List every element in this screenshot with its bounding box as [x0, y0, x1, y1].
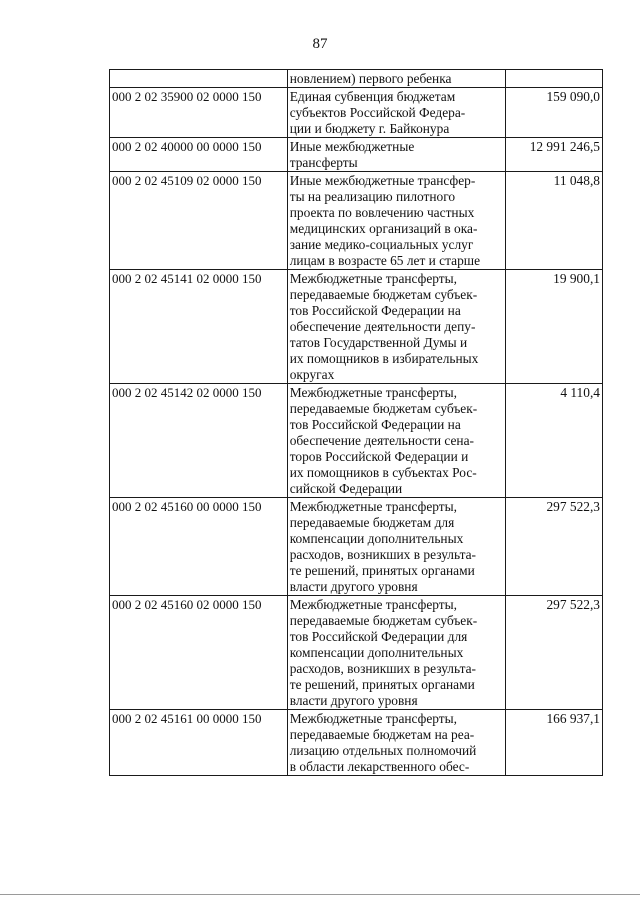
revenue-name-cell — [287, 88, 505, 138]
revenue-name-line: Единая субвенция бюджетам — [289, 89, 456, 104]
revenue-name-line: новлением) первого ребенка — [289, 71, 452, 86]
revenue-name-line: Межбюджетные трансферты, — [289, 385, 458, 400]
table-row — [110, 710, 603, 776]
table-row — [110, 70, 603, 88]
amount-cell: 12 991 246,5 — [505, 138, 602, 172]
revenue-name-line: компенсации дополнительных — [289, 531, 464, 546]
revenue-name-line: сийской Федерации — [289, 481, 403, 496]
budget-code-cell: 000 2 02 45142 02 0000 150 — [110, 384, 288, 498]
revenue-name-line: передаваемые бюджетам субъек- — [289, 613, 478, 628]
budget-revenue-table — [109, 69, 603, 776]
revenue-name-line: расходов, возникших в результа- — [289, 661, 477, 676]
revenue-name-line: Межбюджетные трансферты, — [289, 711, 458, 726]
budget-code-cell: 000 2 02 35900 02 0000 150 — [110, 88, 288, 138]
revenue-name-line: компенсации дополнительных — [289, 645, 464, 660]
revenue-name-line: тов Российской Федерации на — [289, 417, 461, 432]
amount-cell: 11 048,8 — [505, 172, 602, 270]
table-row — [110, 138, 603, 172]
amount-cell: 159 090,0 — [505, 88, 602, 138]
budget-code-cell: 000 2 02 45161 00 0000 150 — [110, 710, 288, 776]
revenue-name-line: передаваемые бюджетам субъек- — [289, 287, 478, 302]
revenue-name-cell — [287, 710, 505, 776]
table-row — [110, 384, 603, 498]
amount-cell: 166 937,1 — [505, 710, 602, 776]
revenue-name-line: Иные межбюджетные трансфер- — [289, 173, 476, 188]
revenue-name-line: трансферты — [289, 155, 358, 170]
revenue-name-line: те решений, принятых органами — [289, 563, 475, 578]
amount-cell: 19 900,1 — [505, 270, 602, 384]
revenue-name-line: медицинских организаций в ока- — [289, 221, 478, 236]
revenue-name-line: Иные межбюджетные — [289, 139, 415, 154]
revenue-name-line: ты на реализацию пилотного — [289, 189, 456, 204]
revenue-name-cell — [287, 172, 505, 270]
table-row — [110, 172, 603, 270]
revenue-name-line: тов Российской Федерации для — [289, 629, 468, 644]
revenue-name-line: передаваемые бюджетам субъек- — [289, 401, 478, 416]
revenue-name-line: Межбюджетные трансферты, — [289, 499, 458, 514]
table-row — [110, 270, 603, 384]
amount-cell: 297 522,3 — [505, 498, 602, 596]
revenue-name-line: в области лекарственного обес- — [289, 759, 470, 774]
table-row — [110, 596, 603, 710]
budget-code-cell: 000 2 02 40000 00 0000 150 — [110, 138, 288, 172]
amount-cell: 297 522,3 — [505, 596, 602, 710]
page-number: 87 — [312, 36, 328, 52]
revenue-name-line: передаваемые бюджетам на реа- — [289, 727, 475, 742]
revenue-name-line: ции и бюджету г. Байконура — [289, 121, 450, 136]
budget-code-cell: 000 2 02 45160 00 0000 150 — [110, 498, 288, 596]
revenue-name-line: передаваемые бюджетам для — [289, 515, 455, 530]
revenue-name-cell — [287, 70, 505, 88]
revenue-name-line: лизацию отдельных полномочий — [289, 743, 477, 758]
revenue-name-line: округах — [289, 367, 335, 382]
budget-code-cell — [110, 70, 288, 88]
revenue-name-line: лицам в возрасте 65 лет и старше — [289, 253, 481, 268]
revenue-name-line: обеспечение деятельности сена- — [289, 433, 474, 448]
revenue-name-line: Межбюджетные трансферты, — [289, 271, 458, 286]
revenue-name-line: их помощников в субъектах Рос- — [289, 465, 477, 480]
revenue-name-line: торов Российской Федерации и — [289, 449, 469, 464]
amount-cell: 4 110,4 — [505, 384, 602, 498]
revenue-name-cell — [287, 498, 505, 596]
revenue-name-cell — [287, 384, 505, 498]
amount-cell — [505, 70, 602, 88]
budget-code-cell: 000 2 02 45160 02 0000 150 — [110, 596, 288, 710]
budget-code-cell: 000 2 02 45141 02 0000 150 — [110, 270, 288, 384]
revenue-name-line: их помощников в избирательных — [289, 351, 479, 366]
revenue-name-line: проекта по вовлечению частных — [289, 205, 475, 220]
table-row — [110, 498, 603, 596]
revenue-name-line: власти другого уровня — [289, 579, 418, 594]
revenue-name-line: обеспечение деятельности депу- — [289, 319, 476, 334]
revenue-name-line: татов Государственной Думы и — [289, 335, 468, 350]
table-row — [110, 88, 603, 138]
table-body — [110, 70, 603, 776]
revenue-name-line: расходов, возникших в результа- — [289, 547, 477, 562]
revenue-name-line: Межбюджетные трансферты, — [289, 597, 458, 612]
revenue-name-line: тов Российской Федерации на — [289, 303, 461, 318]
budget-code-cell: 000 2 02 45109 02 0000 150 — [110, 172, 288, 270]
revenue-name-line: власти другого уровня — [289, 693, 418, 708]
revenue-name-cell — [287, 138, 505, 172]
revenue-name-line: те решений, принятых органами — [289, 677, 475, 692]
revenue-name-line: зание медико-социальных услуг — [289, 237, 474, 252]
bottom-rule — [0, 894, 640, 895]
revenue-name-cell — [287, 596, 505, 710]
revenue-name-cell — [287, 270, 505, 384]
revenue-name-line: субъектов Российской Федера- — [289, 105, 466, 120]
